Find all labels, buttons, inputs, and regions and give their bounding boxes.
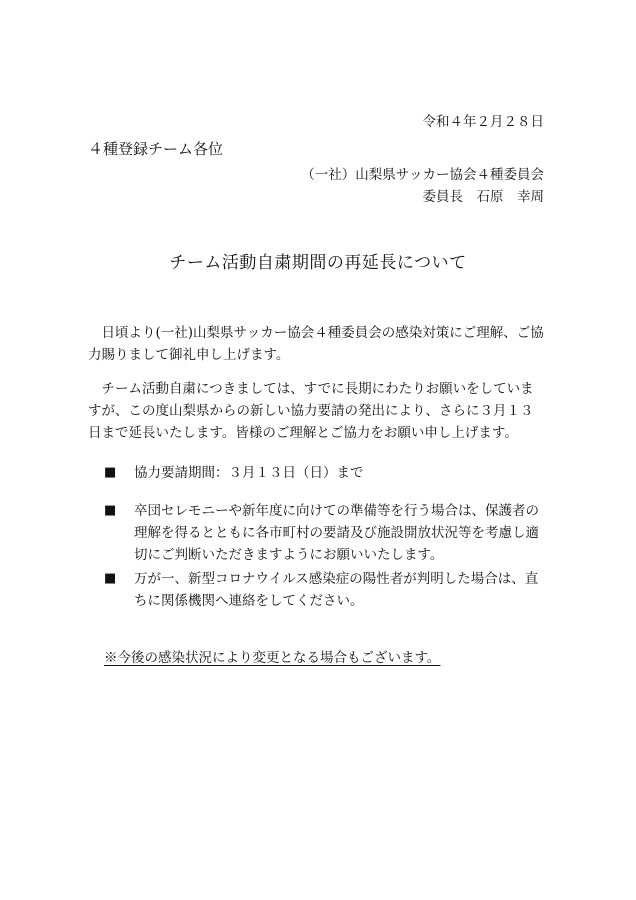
body-paragraph: 日頃より(一社)山梨県サッカー協会４種委員会の感染対策にご理解、ご協力賜りまして御礼申し上げます。	[88, 325, 544, 363]
square-bullet-icon: ■	[104, 571, 117, 586]
bullet-item	[104, 462, 550, 484]
bullet-text: 卒団セレモニーや新年度に向けての準備等を行う場合は、保護者の理解を得るとともに各市町村の要請及び施設開放状況等を考慮し適切にご判断いただきますようにお願いいたします。	[134, 503, 539, 563]
addressee: ４種登録チーム各位	[88, 140, 224, 158]
sender-organization: （一社）山梨県サッカー協会４種委員会	[301, 167, 544, 183]
body-paragraph: チーム活動自粛につきましては、すでに長期にわたりお願いをしていますが、この度山梨県からの新しい協力要請の発出により、さらに３月１３日まで延長いたします。皆様のご理解とご協力をお願い申し上げます。	[88, 381, 534, 441]
footnote: ※今後の感染状況により変更となる場合もございます。	[104, 650, 441, 666]
bullet-item	[104, 568, 550, 612]
bullet-item	[104, 500, 550, 566]
document-date: 令和４年２月２８日	[422, 114, 544, 130]
document-title: チーム活動自粛期間の再延長について	[169, 253, 467, 273]
sender-block	[301, 164, 544, 208]
square-bullet-icon: ■	[104, 503, 117, 518]
sender-person: 委員長 石原 幸周	[422, 189, 544, 205]
bullet-text: 協力要請期間：３月１３日（日）まで	[134, 465, 364, 481]
square-bullet-icon: ■	[104, 465, 117, 480]
bullet-text: 万が一、新型コロナウイルス感染症の陽性者が判明した場合は、直ちに関係機関へ連絡をしてください。	[134, 571, 539, 609]
